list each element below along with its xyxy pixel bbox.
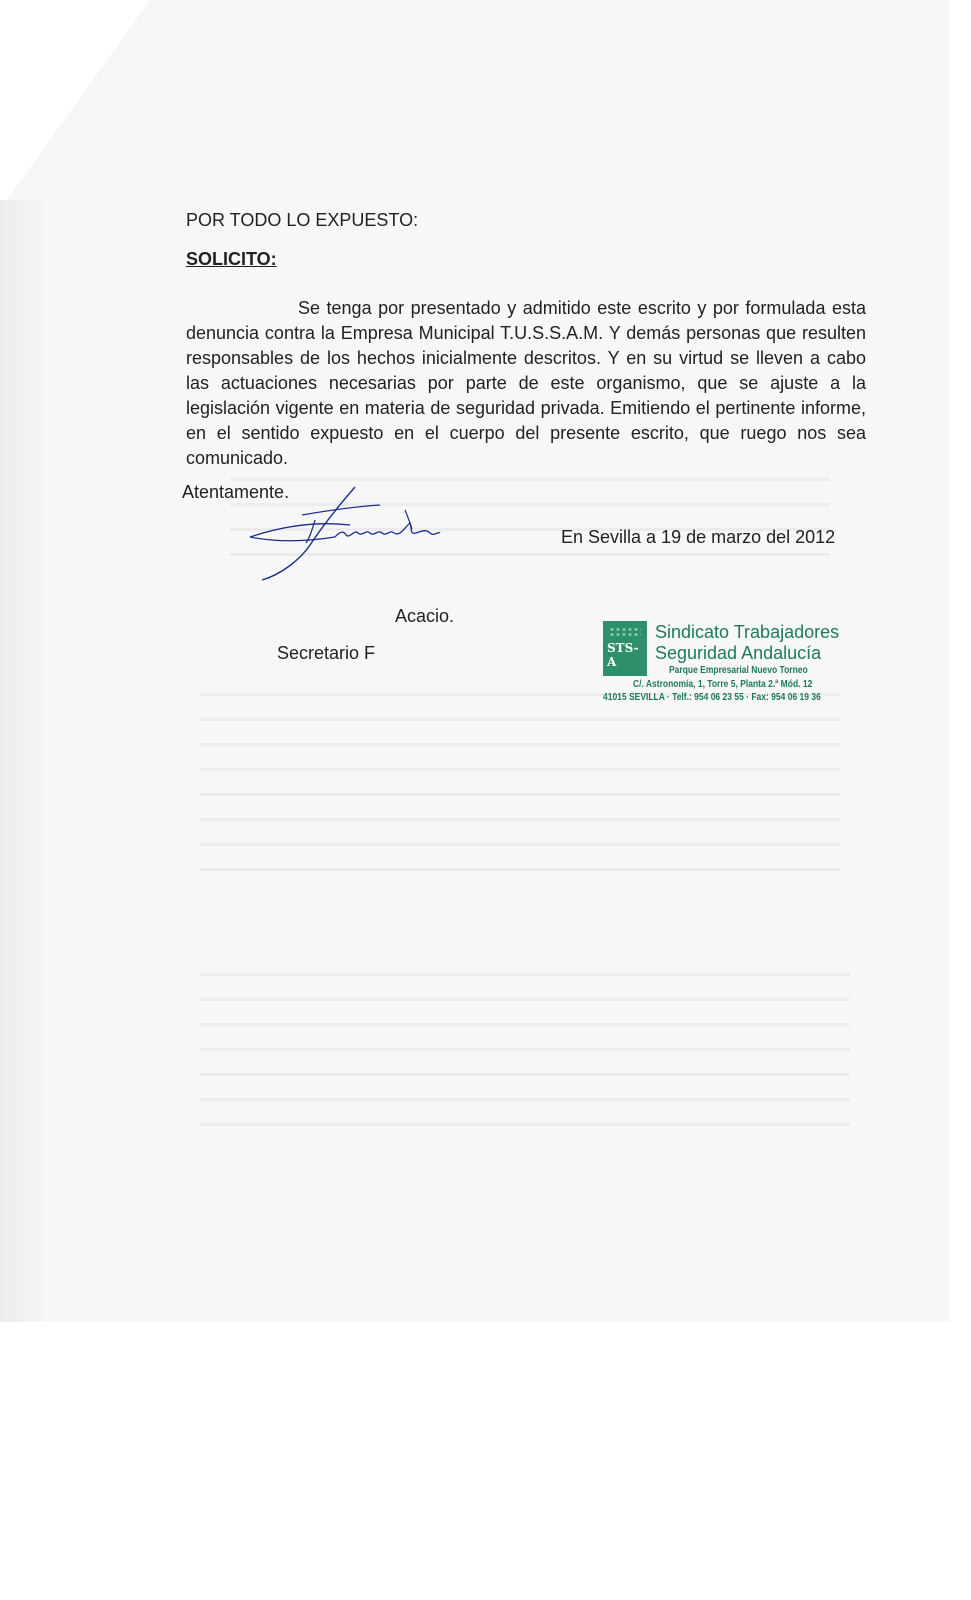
place-and-date: En Sevilla a 19 de marzo del 2012	[561, 527, 836, 547]
union-address-line3: 41015 SEVILLA · Telf.: 954 06 23 55 · Fax: 954 06 19 36	[603, 692, 821, 703]
union-name-line1: Sindicato Trabajadores	[655, 622, 840, 642]
bleed-through-block	[200, 685, 840, 885]
page-edge-shadow	[0, 200, 42, 1322]
signer-name: Acacio.	[395, 606, 455, 626]
union-logo	[603, 621, 647, 676]
bleed-through-block	[200, 965, 850, 1135]
logo-dot-pattern	[609, 627, 641, 637]
page-fold-corner	[0, 0, 150, 210]
closing-salutation: Atentamente.	[182, 482, 290, 502]
signer-title: Secretario F	[277, 643, 376, 663]
intro-line: POR TODO LO EXPUESTO:	[186, 210, 419, 230]
handwritten-signature	[240, 485, 450, 585]
request-paragraph	[186, 296, 866, 471]
union-name-line2: Seguridad Andalucía	[655, 643, 822, 663]
request-paragraph-text: Se tenga por presentado y admitido este escrito y por formulada esta denuncia contra la Empresa Municipal T.U.S.S.A.M. Y demás personas que resulten responsables de los hechos inicialmente descritos. Y en su virtud se lleven a cabo las actuaciones necesarias por parte de este organismo, que se ajuste a la legislación vigente en materia de seguridad privada. Emitiendo el pertinente informe, en el sentido expuesto en el cuerpo del presente escrito, que ruego nos sea comunicado.	[186, 298, 866, 468]
logo-abbreviation: STS-A	[607, 641, 639, 669]
union-address-line2: C/. Astronomía, 1, Torre 5, Planta 2.ª Mód. 12	[633, 679, 813, 690]
union-address-line1: Parque Empresarial Nuevo Torneo	[669, 665, 808, 676]
request-heading: SOLICITO:	[186, 249, 277, 269]
